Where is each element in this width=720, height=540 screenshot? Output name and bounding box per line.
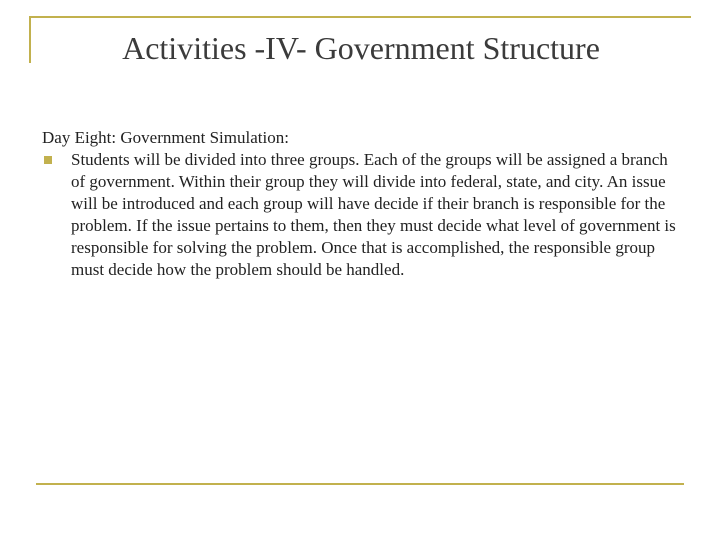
day-heading: Day Eight: Government Simulation: <box>42 128 289 147</box>
bullet-item <box>42 149 682 281</box>
bottom-rule <box>36 483 684 485</box>
top-rule <box>29 16 691 18</box>
bullet-list <box>42 149 682 281</box>
slide-body <box>42 127 682 281</box>
slide-title: Activities -IV- Government Structure <box>122 30 600 66</box>
square-bullet-icon <box>44 156 52 164</box>
bullet-text: Students will be divided into three groups. Each of the groups will be assigned a branch of government. Within their group they will divide into federal, state, and city. An issue will be introduced and each group will have decide if their branch is responsible for the problem. If the issue pertains to them, then they must decide what level of government is responsible for solving the problem. Once that is accomplished, the responsible group must decide how the problem should be handled. <box>71 150 676 279</box>
